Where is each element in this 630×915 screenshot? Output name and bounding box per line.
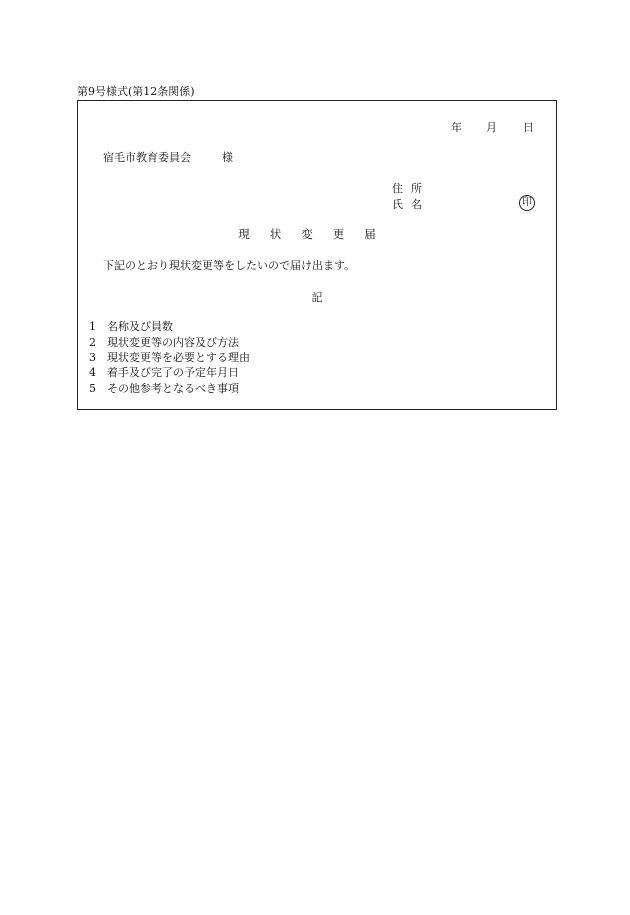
- list-item: [89, 349, 250, 365]
- item-number: 4: [89, 366, 96, 379]
- date-year-label: 年: [451, 121, 462, 134]
- item-text: 現状変更等を必要とする理由: [107, 351, 250, 364]
- item-text: その他参考となるべき事項: [107, 382, 239, 395]
- list-item: [89, 334, 239, 350]
- item-text: 現状変更等の内容及び方法: [107, 336, 239, 349]
- item-text: 着手及び完了の予定年月日: [107, 366, 239, 379]
- form-box: [77, 100, 557, 410]
- date-month-label: 月: [486, 121, 497, 134]
- list-item: [89, 318, 173, 334]
- address-label: 住所: [392, 182, 430, 195]
- list-item: [89, 364, 239, 380]
- form-number: 第9号様式(第12条関係): [77, 85, 195, 98]
- item-text: 名称及び員数: [107, 320, 173, 333]
- seal-mark: 印: [519, 195, 535, 211]
- item-number: 5: [89, 382, 96, 395]
- item-number: 1: [89, 320, 96, 333]
- item-number: 2: [89, 336, 96, 349]
- statement-text: 下記のとおり現状変更等をしたいので届け出ます。: [103, 259, 356, 272]
- addressee-honorific: 様: [222, 151, 233, 164]
- list-item: [89, 380, 239, 396]
- item-number: 3: [89, 351, 96, 364]
- addressee-name: 宿毛市教育委員会: [103, 151, 191, 164]
- date-day-label: 日: [523, 121, 534, 134]
- document-title: 現状変更届: [238, 227, 396, 241]
- name-label: 氏名: [392, 198, 430, 211]
- ki-heading: 記: [311, 291, 323, 304]
